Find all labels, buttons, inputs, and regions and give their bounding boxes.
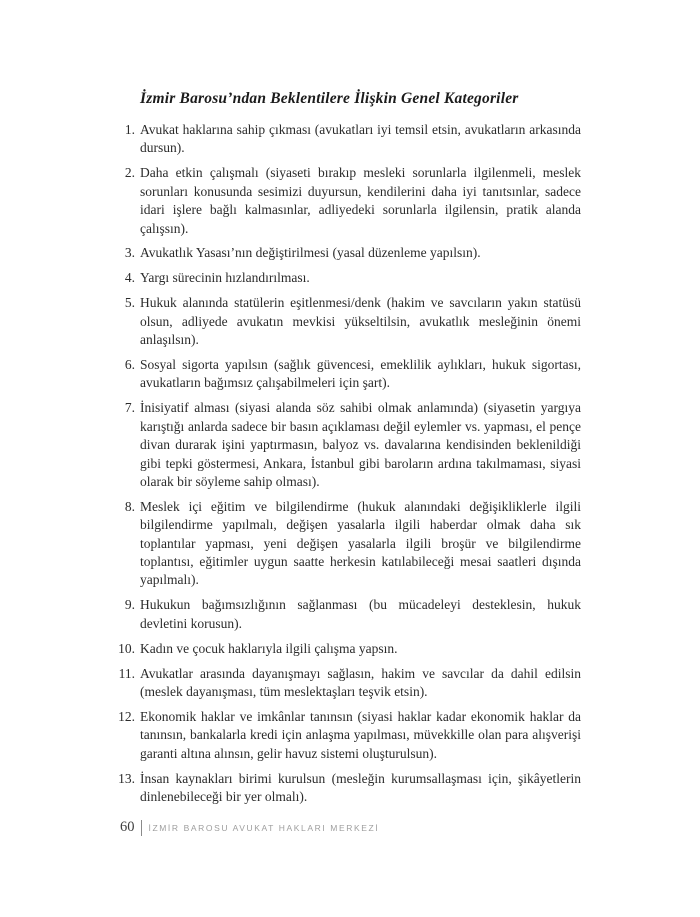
list-item bbox=[124, 356, 581, 393]
list-item bbox=[124, 294, 581, 349]
list-item-number: 8. bbox=[124, 498, 135, 514]
list-item-text: Yargı sürecinin hızlandırılması. bbox=[140, 270, 310, 286]
list-item-text: Hukuk alanında statülerin eşitlenmesi/denk (hakim ve savcıların yakın statüsü olsun, adliyede avukatın mevkisi yükseltilsin, avukatlık mesleğinin önemi anlaşılsın). bbox=[140, 295, 581, 348]
list-item-text: Sosyal sigorta yapılsın (sağlık güvencesi, emeklilik aylıkları, hukuk sigortası, avukatların bağımsız çalışabilmeleri için şart). bbox=[140, 356, 581, 391]
list-item-number: 7. bbox=[124, 400, 135, 416]
list-item-number: 3. bbox=[124, 245, 135, 261]
list-item-text: Avukatlık Yasası’nın değiştirilmesi (yasal düzenleme yapılsın). bbox=[140, 245, 481, 261]
footer-separator bbox=[141, 820, 142, 836]
list-item-number: 5. bbox=[124, 295, 135, 311]
expectations-list bbox=[118, 121, 581, 806]
list-item-number: 6. bbox=[124, 356, 135, 372]
list-item-number: 2. bbox=[124, 165, 135, 181]
running-footer-title: İZMİR BAROSU AVUKAT HAKLARI MERKEZİ bbox=[148, 823, 380, 833]
list-item-number: 13. bbox=[118, 770, 135, 786]
list-item bbox=[124, 596, 581, 633]
list-item bbox=[118, 708, 581, 763]
list-item-number: 4. bbox=[124, 270, 135, 286]
list-item-number: 10. bbox=[118, 640, 135, 656]
list-item-number: 1. bbox=[124, 122, 135, 137]
list-item-text: Avukat haklarına sahip çıkması (avukatları iyi temsil etsin, avukatların arkasında dursun). bbox=[140, 122, 581, 156]
page-footer bbox=[120, 818, 379, 837]
page-number: 60 bbox=[120, 819, 135, 835]
list-item bbox=[124, 244, 581, 262]
list-item-text: İnsan kaynakları birimi kurulsun (mesleğin kurumsallaşması için, şikâyetlerin dinlenebileceği bir yer olmalı). bbox=[140, 770, 581, 804]
page-content bbox=[118, 89, 581, 806]
list-item bbox=[124, 498, 581, 590]
list-item-text: İnisiyatif alması (siyasi alanda söz sahibi olmak anlamında) (siyasetin yargıya karıştığı anlarda sadece bir basın açıklaması değil eylemler vs. yapması, el pençe divan durarak işini yaptırmasın, balyoz vs. davalarına kendisinden beklenildiği gibi tepki göstermesi, Ankara, İstanbul gibi baroların ardına takılmaması, siyasi olarak bir söyleme sahip olması). bbox=[140, 400, 581, 489]
list-item-number: 12. bbox=[118, 708, 135, 724]
list-item-text: Hukukun bağımsızlığının sağlanması (bu mücadeleyi desteklesin, hukuk devletini korusun). bbox=[140, 597, 581, 631]
list-item-text: Avukatlar arasında dayanışmayı sağlasın, hakim ve savcılar da dahil edilsin (meslek dayanışması, tüm meslektaşları teşvik etsin). bbox=[140, 665, 581, 699]
list-item bbox=[118, 665, 581, 702]
list-item bbox=[118, 640, 581, 658]
list-item-number: 11. bbox=[118, 665, 135, 681]
list-item bbox=[124, 269, 581, 287]
list-item bbox=[124, 399, 581, 491]
list-item bbox=[118, 770, 581, 807]
list-item-number: 9. bbox=[124, 597, 135, 613]
list-item bbox=[124, 121, 581, 158]
list-item-text: Ekonomik haklar ve imkânlar tanınsın (siyasi haklar kadar ekonomik haklar da tanınsın, bankalarla kredi için anlaşma yapılması, müvekkille olan para alışverişi garanti altına alınsın, gelir havuz sistemi oluşturulsun). bbox=[140, 708, 581, 761]
section-title: İzmir Barosu’ndan Beklentilere İlişkin Genel Kategoriler bbox=[140, 90, 519, 107]
list-item-text: Daha etkin çalışmalı (siyaseti bırakıp mesleki sorunlarla ilgilenmeli, meslek sorunları konusunda sesimizi duyursun, kendilerini daha iyi tanıtsınlar, sadece idari işlere bağlı kalmasınlar, adliyedeki sorunlarla ilgilensin, pratik alanda çalışsın). bbox=[140, 165, 581, 236]
list-item-text: Kadın ve çocuk haklarıyla ilgili çalışma yapsın. bbox=[140, 640, 398, 656]
list-item bbox=[124, 164, 581, 238]
list-item-text: Meslek içi eğitim ve bilgilendirme (hukuk alanındaki değişikliklerle ilgili bilgilendirme yapılmalı, değişen yasalarla ilgili haberdar olmak daha sık toplantılar yapması, yeni değişen yasalarla ilgili broşür ve bilgilendirme toplantısı, eğitimler uygun saatte herkesin katılabileceği mesai saatleri dışında yapılmalı). bbox=[140, 498, 581, 588]
